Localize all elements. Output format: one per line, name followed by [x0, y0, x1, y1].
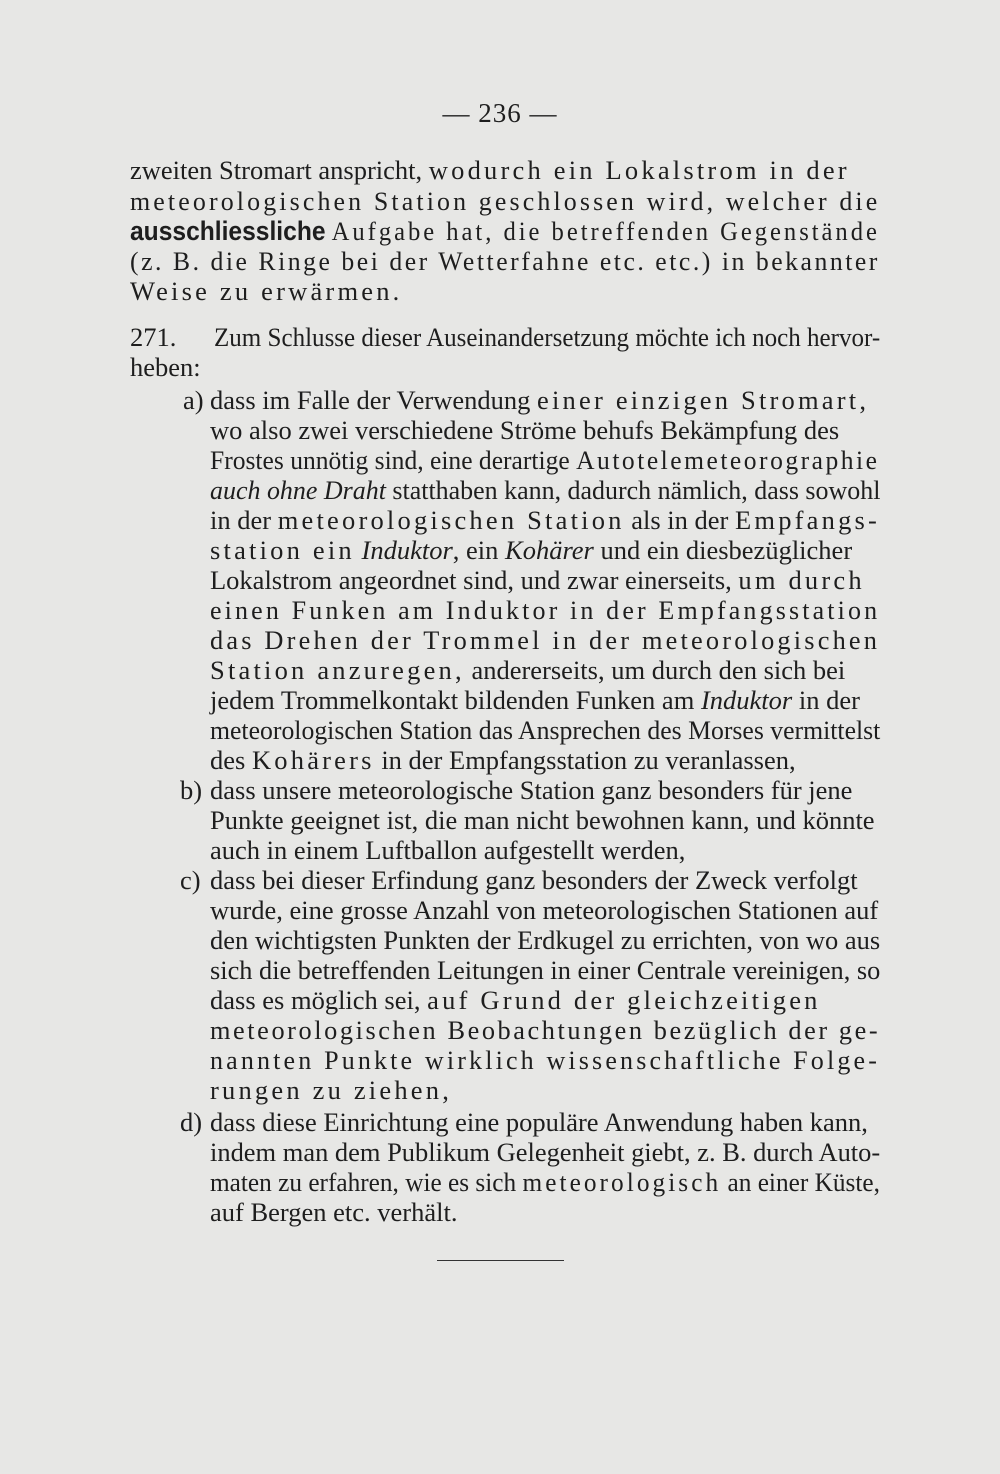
text-span: statthaben kann, dadurch nämlich, dass sowohl — [392, 475, 881, 505]
text-line — [210, 535, 852, 565]
text-line: dass bei dieser Erfindung ganz besonders der Zweck verfolgt — [210, 865, 858, 895]
text-line: Punkte geeignet ist, die man nicht bewohnen kann, und könnte — [210, 805, 875, 835]
text-line — [210, 385, 869, 415]
text-line: den wichtigsten Punkten der Erdkugel zu errichten, von wo aus — [210, 925, 881, 955]
text-line — [130, 155, 850, 185]
text-line: meteorologischen Station das Ansprechen des Morses vermittelst — [210, 715, 881, 745]
spaced-text: Empfangs- — [735, 505, 881, 535]
spaced-text: auf Grund der gleichzeitigen — [427, 985, 821, 1015]
italic-text: Induktor — [700, 685, 793, 715]
spaced-text: einer einzigen Stromart, — [537, 385, 870, 415]
text-span: dass im Falle der Verwendung — [210, 385, 531, 415]
item-label: d) — [180, 1107, 203, 1137]
text-line — [130, 216, 880, 246]
text-line — [210, 475, 880, 505]
text-span: in der — [798, 685, 860, 715]
text-line: wurde, eine grosse Anzahl von meteorologischen Stationen auf — [210, 895, 879, 925]
text-line — [210, 505, 880, 535]
text-line: nannten Punkte wirklich wissenschaftliche Folge- — [210, 1045, 881, 1075]
spaced-text: meteorologischen Station — [277, 505, 625, 535]
spaced-text: um durch — [738, 565, 865, 595]
italic-text: Kohärer — [505, 535, 594, 565]
spaced-text: station ein — [210, 535, 355, 565]
text-line: wo also zwei verschiedene Ströme behufs Bekämpfung des — [210, 415, 840, 445]
text-line — [210, 685, 860, 715]
text-span: als in der — [631, 505, 729, 535]
text-span: andererseits, um durch den sich bei — [471, 655, 846, 685]
text-line — [210, 445, 879, 475]
section-number: 271. — [130, 322, 177, 352]
text-line: dass unsere meteorologische Station ganz besonders für jene — [210, 775, 853, 805]
text-span: in der — [210, 505, 272, 535]
text-line — [210, 655, 845, 685]
item-label: c) — [180, 865, 201, 895]
text-line: Zum Schlusse dieser Auseinandersetzung möchte ich noch hervor- — [214, 322, 881, 352]
text-span: an einer Küste, — [727, 1167, 880, 1197]
bold-term: ausschliessliche — [130, 216, 326, 246]
text-line: heben: — [130, 352, 201, 382]
text-span: maten zu erfahren, wie es sich — [210, 1167, 517, 1197]
spaced-text: Aufgabe hat, die betreffenden Gegenstände — [331, 216, 880, 246]
italic-text: auch ohne Draht — [210, 475, 386, 505]
spaced-text: Autotelemeteorographie — [576, 445, 880, 475]
text-line: meteorologischen Beobachtungen bezüglich der ge- — [210, 1015, 881, 1045]
text-span: zweiten Stromart anspricht, — [130, 155, 423, 185]
text-span: Frostes unnötig sind, eine derartige — [210, 445, 570, 475]
spaced-text: Kohärers — [251, 745, 375, 775]
text-line: das Drehen der Trommel in der meteorologischen — [210, 625, 881, 655]
page-number: — 236 — — [442, 98, 558, 128]
text-line — [210, 745, 796, 775]
text-line: dass diese Einrichtung eine populäre Anwendung haben kann, — [210, 1107, 868, 1137]
text-span: des — [210, 745, 246, 775]
italic-text: Induktor — [361, 535, 453, 565]
spaced-text: meteorologisch — [522, 1167, 722, 1197]
spaced-text: Station anzuregen, — [210, 655, 465, 685]
text-line: rungen zu ziehen, — [210, 1075, 453, 1105]
text-line: (z. B. die Ringe bei der Wetterfahne etc. etc.) in bekannter — [130, 246, 880, 276]
spaced-text: wodurch ein Lokalstrom in der — [428, 155, 850, 185]
text-span: jedem Trommelkontakt bildenden Funken am — [210, 685, 695, 715]
text-span: , ein — [452, 535, 499, 565]
text-span: Lokalstrom angeordnet sind, und zwar einerseits, — [210, 565, 732, 595]
item-label: a) — [183, 385, 204, 415]
text-span: in der Empfangsstation zu veranlassen, — [381, 745, 796, 775]
text-line — [210, 565, 865, 595]
text-line: auch in einem Luftballon aufgestellt werden, — [210, 835, 686, 865]
text-line: auf Bergen etc. verhält. — [210, 1197, 458, 1227]
text-line: meteorologischen Station geschlossen wird, welcher die — [130, 186, 881, 216]
text-span: dass es möglich sei, — [210, 985, 421, 1015]
text-line: sich die betreffenden Leitungen in einer Centrale vereinigen, so — [210, 955, 881, 985]
text-line — [210, 985, 821, 1015]
item-label: b) — [180, 775, 203, 805]
closing-rule — [437, 1260, 564, 1261]
text-line: Weise zu erwärmen. — [130, 276, 403, 306]
text-line: indem man dem Publikum Gelegenheit giebt, z. B. durch Auto- — [210, 1137, 881, 1167]
text-line: einen Funken am Induktor in der Empfangsstation — [210, 595, 881, 625]
text-line — [210, 1167, 880, 1197]
text-span: und ein diesbezüglicher — [600, 535, 853, 565]
